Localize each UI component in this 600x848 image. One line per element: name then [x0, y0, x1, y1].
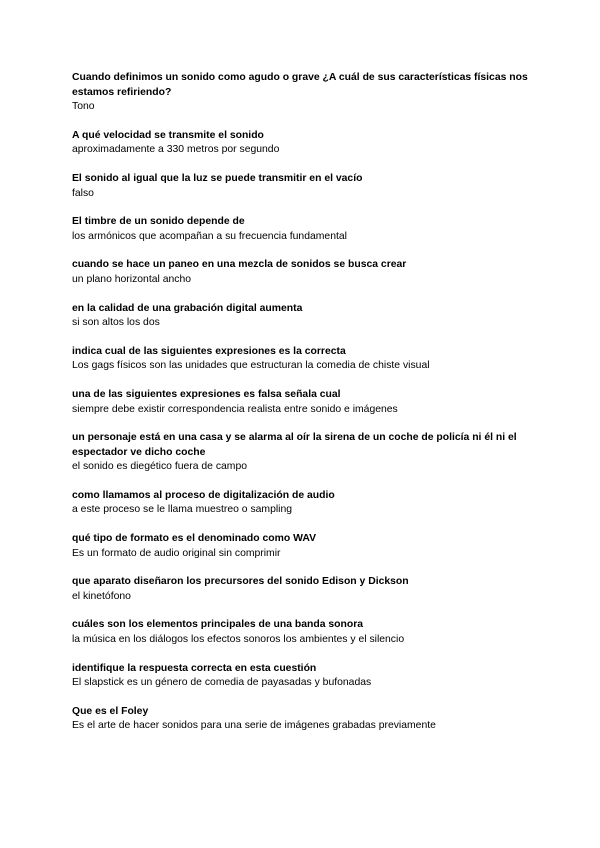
answer-text: Es un formato de audio original sin comprimir	[72, 547, 281, 559]
answer-text: aproximadamente a 330 metros por segundo	[72, 144, 280, 156]
qa-item-8	[72, 388, 532, 417]
answer-text: Los gags físicos son las unidades que estructuran la comedia de chiste visual	[72, 360, 430, 372]
qa-item-10	[72, 489, 532, 518]
qa-item-4	[72, 215, 532, 244]
qa-item-3	[72, 172, 532, 201]
question-text: cuando se hace un paneo en una mezcla de sonidos se busca crear	[72, 259, 407, 271]
qa-item-5	[72, 258, 532, 287]
question-text: Que es el Foley	[72, 705, 149, 717]
qa-item-12	[72, 575, 532, 604]
qa-item-6	[72, 302, 532, 331]
question-text: un personaje está en una casa y se alarma al oír la sirena de un coche de policía ni él ni el espectador ve dicho coche	[72, 432, 517, 458]
answer-text: Tono	[72, 101, 95, 113]
question-text: Cuando definimos un sonido como agudo o grave ¿A cuál de sus características físicas nos estamos refiriendo?	[72, 72, 528, 98]
answer-text: si son altos los dos	[72, 317, 160, 329]
question-text: en la calidad de una grabación digital aumenta	[72, 302, 303, 314]
qa-item-9	[72, 431, 532, 475]
answer-text: la música en los diálogos los efectos sonoros los ambientes y el silencio	[72, 634, 405, 646]
question-text: indica cual de las siguientes expresiones es la correcta	[72, 345, 346, 357]
answer-text: Es el arte de hacer sonidos para una serie de imágenes grabadas previamente	[72, 720, 436, 732]
qa-item-13	[72, 618, 532, 647]
question-text: cuáles son los elementos principales de una banda sonora	[72, 619, 364, 631]
question-text: como llamamos al proceso de digitalización de audio	[72, 489, 335, 501]
question-text: El timbre de un sonido depende de	[72, 216, 245, 228]
question-text: El sonido al igual que la luz se puede transmitir en el vacío	[72, 172, 363, 184]
answer-text: un plano horizontal ancho	[72, 273, 192, 285]
qa-item-11	[72, 532, 532, 561]
qa-item-15	[72, 705, 532, 734]
answer-text: falso	[72, 187, 94, 199]
answer-text: los armónicos que acompañan a su frecuencia fundamental	[72, 230, 347, 242]
question-text: A qué velocidad se transmite el sonido	[72, 129, 264, 141]
document-page	[72, 71, 532, 734]
answer-text: El slapstick es un género de comedia de payasadas y bufonadas	[72, 677, 372, 689]
answer-text: el kinetófono	[72, 590, 131, 602]
qa-item-2	[72, 129, 532, 158]
qa-item-14	[72, 662, 532, 691]
question-text: que aparato diseñaron los precursores del sonido Edison y Dickson	[72, 576, 409, 588]
qa-item-7	[72, 345, 532, 374]
answer-text: a este proceso se le llama muestreo o sampling	[72, 504, 293, 516]
answer-text: siempre debe existir correspondencia realista entre sonido e imágenes	[72, 403, 398, 415]
answer-text: el sonido es diegético fuera de campo	[72, 461, 248, 473]
qa-item-1	[72, 71, 532, 115]
question-text: identifique la respuesta correcta en esta cuestión	[72, 662, 317, 674]
question-text: una de las siguientes expresiones es falsa señala cual	[72, 388, 341, 400]
question-text: qué tipo de formato es el denominado como WAV	[72, 533, 317, 545]
